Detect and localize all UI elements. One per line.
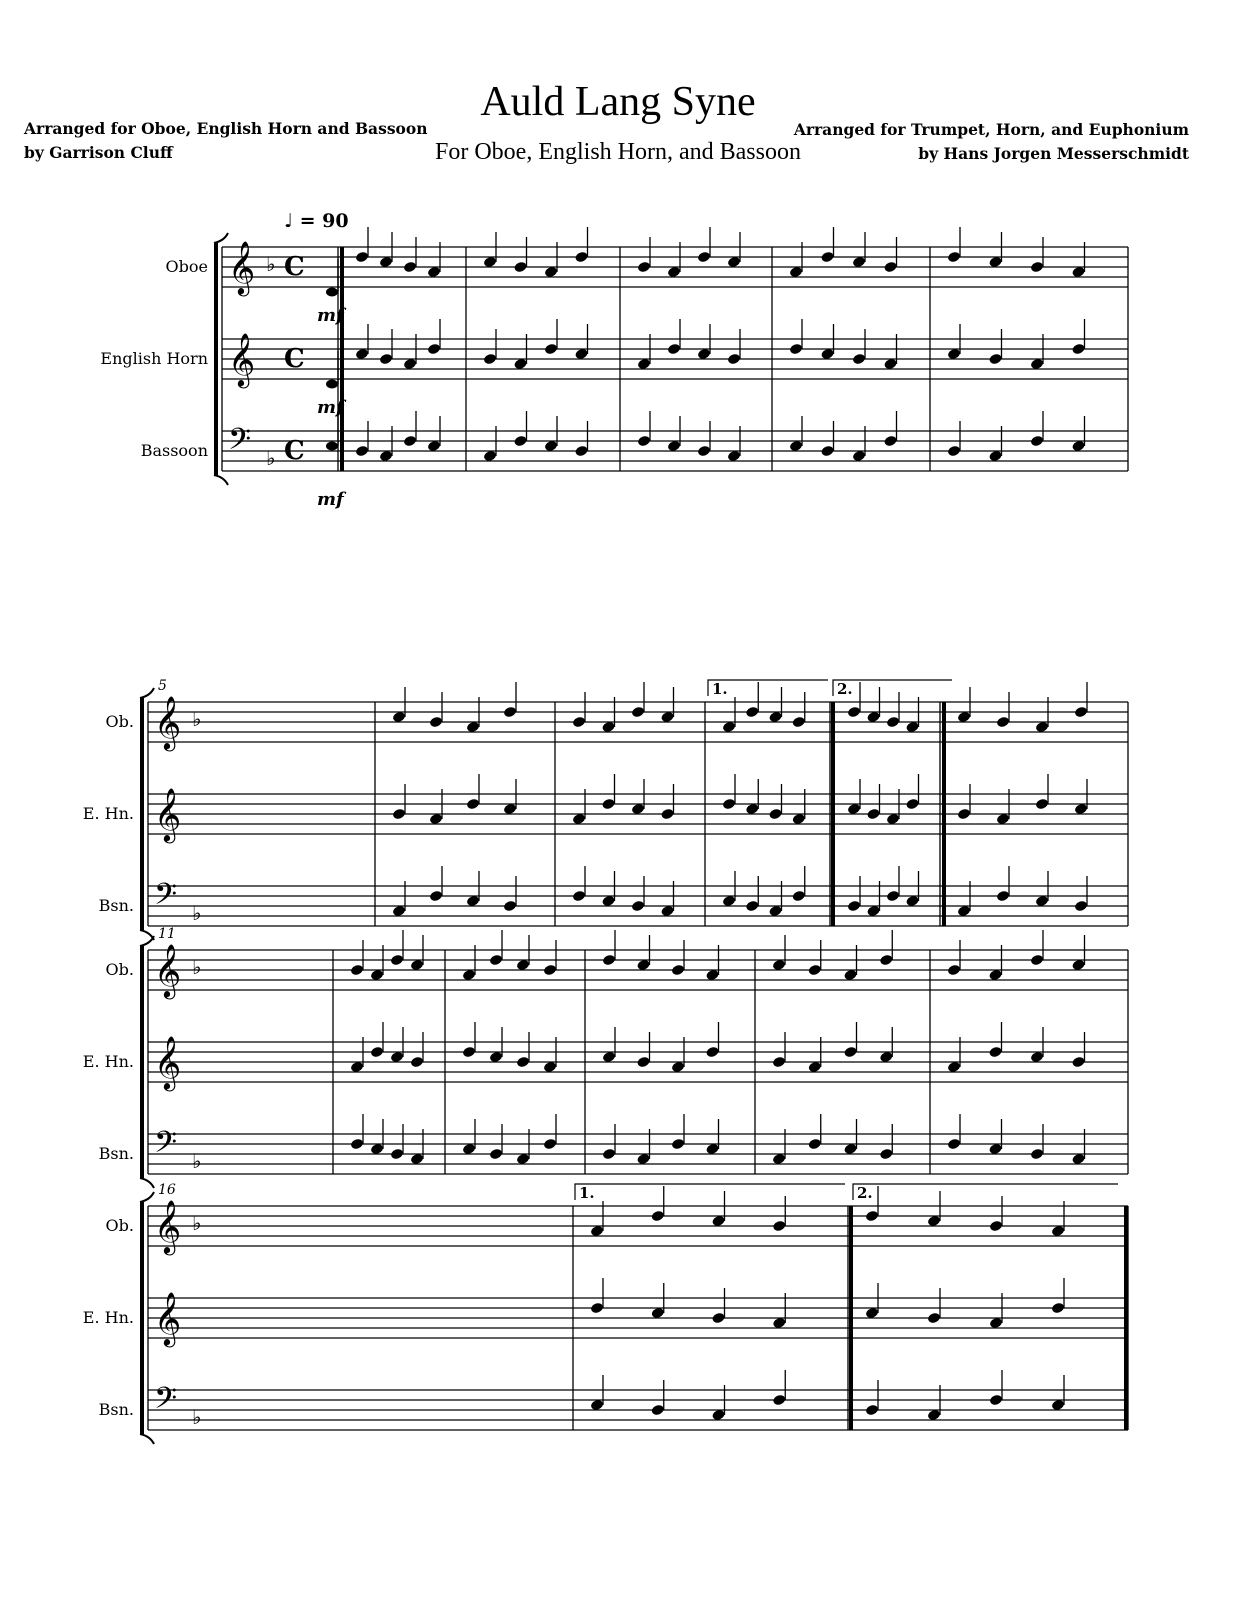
note-head	[1030, 1148, 1044, 1161]
note-head	[808, 1061, 822, 1074]
note-head	[350, 1138, 364, 1151]
note-head	[370, 1143, 384, 1156]
note-head	[462, 1046, 476, 1059]
note-head	[601, 721, 615, 734]
bracket-top	[140, 1192, 154, 1202]
note-head	[489, 1051, 503, 1064]
volta-label: 1.	[712, 680, 728, 698]
note-head	[513, 261, 527, 274]
note-head	[574, 251, 588, 264]
note-head	[462, 1143, 476, 1156]
note-head	[651, 1404, 665, 1417]
note-head	[989, 1317, 1003, 1330]
note-head	[483, 256, 497, 269]
time-signature: C	[284, 344, 305, 374]
note-head	[1071, 343, 1085, 356]
note-head	[711, 1409, 725, 1422]
note-head	[843, 1046, 857, 1059]
note-head	[852, 256, 866, 269]
note-head	[988, 1046, 1002, 1059]
treble-clef-icon: 𝄞	[154, 695, 182, 749]
note-head	[957, 711, 971, 724]
note-head	[879, 1148, 893, 1161]
note-head	[820, 348, 834, 361]
note-head	[590, 1399, 604, 1412]
note-head	[905, 798, 919, 811]
flat-key-icon: ♭	[192, 1405, 202, 1429]
note-head	[883, 435, 897, 448]
note-head	[1071, 959, 1085, 972]
note-head	[883, 261, 897, 274]
note-head	[705, 1143, 719, 1156]
note-head	[957, 808, 971, 821]
note-head	[768, 711, 782, 724]
volta-label: 2.	[857, 1184, 873, 1202]
note-head	[711, 1215, 725, 1228]
note-head	[847, 900, 861, 913]
note-head	[602, 954, 616, 967]
credit-right-line2: by Hans Jorgen Messerschmidt	[918, 144, 1189, 163]
note-head	[865, 1307, 879, 1320]
note-head	[947, 445, 961, 458]
note-head	[379, 353, 393, 366]
note-head	[996, 890, 1010, 903]
note-head	[1074, 803, 1088, 816]
note-head	[905, 895, 919, 908]
treble-clef-icon: 𝄞	[154, 787, 182, 841]
note-head	[722, 895, 736, 908]
instrument-label: E. Hn.	[82, 1052, 134, 1071]
note-head	[590, 1302, 604, 1315]
note-head	[631, 900, 645, 913]
dynamic-marking: mf	[317, 489, 344, 510]
note-head	[355, 445, 369, 458]
note-head	[745, 803, 759, 816]
note-head	[544, 266, 558, 279]
note-head	[572, 813, 586, 826]
note-head	[879, 954, 893, 967]
instrument-label: E. Hn.	[82, 804, 134, 823]
note-head	[772, 1394, 786, 1407]
note-head	[772, 1317, 786, 1330]
time-signature: C	[284, 252, 305, 282]
note-head	[392, 711, 406, 724]
note-head	[768, 808, 782, 821]
note-head	[667, 266, 681, 279]
bracket-top	[140, 688, 154, 698]
note-head	[905, 721, 919, 734]
note-head	[927, 1215, 941, 1228]
note-head	[772, 1056, 786, 1069]
note-head	[866, 905, 880, 918]
note-head	[705, 969, 719, 982]
note-head	[996, 813, 1010, 826]
note-head	[390, 954, 404, 967]
note-head	[660, 905, 674, 918]
note-head	[636, 1056, 650, 1069]
credit-right-line1: Arranged for Trumpet, Horn, and Euphonium	[793, 120, 1189, 139]
note-head	[667, 343, 681, 356]
instrument-label: E. Hn.	[82, 1308, 134, 1327]
note-head	[865, 1210, 879, 1223]
note-head	[379, 256, 393, 269]
note-head	[660, 711, 674, 724]
note-head	[466, 895, 480, 908]
note-head	[886, 890, 900, 903]
flat-key-icon: ♭	[192, 901, 202, 925]
note-head	[631, 803, 645, 816]
note-head	[489, 1148, 503, 1161]
note-head	[410, 959, 424, 972]
bracket-top	[214, 233, 228, 243]
note-head	[1071, 266, 1085, 279]
note-head	[789, 343, 803, 356]
note-head	[705, 1046, 719, 1059]
note-head	[503, 900, 517, 913]
note-head	[544, 343, 558, 356]
note-head	[427, 266, 441, 279]
note-head	[1071, 1056, 1085, 1069]
note-head	[768, 905, 782, 918]
bass-clef-icon: 𝄢	[154, 1126, 178, 1167]
note-head	[671, 964, 685, 977]
note-head	[543, 964, 557, 977]
note-head	[462, 969, 476, 982]
note-head	[503, 803, 517, 816]
volta-label: 2.	[837, 680, 853, 698]
note-head	[808, 964, 822, 977]
note-head	[843, 969, 857, 982]
flat-key-icon: ♭	[266, 446, 276, 470]
note-head	[572, 890, 586, 903]
note-head	[772, 1220, 786, 1233]
flat-key-icon: ♭	[192, 707, 202, 731]
note-head	[403, 435, 417, 448]
instrument-label: Ob.	[105, 960, 134, 979]
note-head	[370, 969, 384, 982]
note-head	[879, 1051, 893, 1064]
note-head	[390, 1148, 404, 1161]
note-head	[1035, 895, 1049, 908]
tempo-value: = 90	[299, 210, 349, 232]
measure-number: 11	[158, 926, 176, 942]
note-head	[392, 808, 406, 821]
note-head	[886, 813, 900, 826]
note-head	[601, 895, 615, 908]
score-title: Auld Lang Syne	[480, 79, 756, 125]
instrument-label: Oboe	[165, 257, 208, 276]
note-head	[947, 348, 961, 361]
note-head	[590, 1225, 604, 1238]
note-head	[427, 440, 441, 453]
note-head	[988, 1143, 1002, 1156]
note-head	[989, 1394, 1003, 1407]
flat-key-icon: ♭	[192, 955, 202, 979]
note-head	[847, 706, 861, 719]
note-head	[1030, 954, 1044, 967]
note-head	[866, 711, 880, 724]
note-head	[483, 353, 497, 366]
note-head	[1071, 440, 1085, 453]
flat-key-icon: ♭	[192, 1149, 202, 1173]
note-head	[852, 353, 866, 366]
note-head	[792, 890, 806, 903]
note-head	[660, 808, 674, 821]
note-head	[745, 706, 759, 719]
note-head	[843, 1143, 857, 1156]
note-head	[947, 1138, 961, 1151]
note-head	[601, 798, 615, 811]
note-head	[727, 256, 741, 269]
note-head	[667, 440, 681, 453]
note-head	[722, 721, 736, 734]
note-head	[957, 905, 971, 918]
note-head	[544, 440, 558, 453]
note-head	[1030, 358, 1044, 371]
note-head	[355, 348, 369, 361]
treble-clef-icon: 𝄞	[154, 1291, 182, 1345]
note-head	[697, 348, 711, 361]
note-head	[466, 721, 480, 734]
note-head	[651, 1307, 665, 1320]
note-head	[429, 813, 443, 826]
credit-left-line2: by Garrison Cluff	[24, 143, 173, 162]
note-head	[503, 706, 517, 719]
note-head	[466, 798, 480, 811]
note-head	[1074, 900, 1088, 913]
instrument-label: Ob.	[105, 1216, 134, 1235]
note-head	[792, 716, 806, 729]
treble-clef-icon: 𝄞	[154, 1035, 182, 1089]
note-head	[403, 261, 417, 274]
note-head	[927, 1312, 941, 1325]
note-head	[379, 450, 393, 463]
measure-number: 16	[158, 1182, 176, 1198]
quarter-note-icon: ♩	[284, 210, 293, 232]
instrument-label: Ob.	[105, 712, 134, 731]
note-head	[671, 1061, 685, 1074]
note-head	[392, 905, 406, 918]
volta-bracket	[575, 1184, 845, 1200]
note-head	[996, 716, 1010, 729]
note-head	[727, 353, 741, 366]
note-head	[572, 716, 586, 729]
note-head	[671, 1138, 685, 1151]
note-head	[513, 435, 527, 448]
note-head	[410, 1153, 424, 1166]
bracket-bottom	[140, 1178, 154, 1188]
note-head	[429, 716, 443, 729]
score-subtitle: For Oboe, English Horn, and Bassoon	[435, 139, 801, 165]
treble-clef-icon: 𝄞	[228, 240, 256, 294]
note-head	[852, 450, 866, 463]
note-head	[989, 1220, 1003, 1233]
bass-clef-icon: 𝄢	[154, 1382, 178, 1423]
note-head	[988, 353, 1002, 366]
bass-clef-icon: 𝄢	[154, 878, 178, 919]
note-head	[403, 358, 417, 371]
bass-clef-icon: 𝄢	[228, 423, 252, 464]
time-signature: C	[284, 436, 305, 466]
note-head	[722, 798, 736, 811]
treble-clef-icon: 𝄞	[228, 332, 256, 386]
note-head	[727, 450, 741, 463]
note-head	[410, 1056, 424, 1069]
note-head	[543, 1138, 557, 1151]
note-head	[988, 450, 1002, 463]
note-head	[1051, 1302, 1065, 1315]
note-head	[792, 813, 806, 826]
flat-key-icon: ♭	[266, 252, 276, 276]
instrument-label: Bsn.	[98, 1400, 134, 1419]
note-head	[697, 445, 711, 458]
note-head	[651, 1210, 665, 1223]
note-head	[711, 1312, 725, 1325]
instrument-label: Bsn.	[98, 896, 134, 915]
note-head	[390, 1051, 404, 1064]
note-head	[865, 1404, 879, 1417]
note-head	[1051, 1399, 1065, 1412]
treble-clef-icon: 𝄞	[154, 943, 182, 997]
note-head	[326, 442, 338, 451]
note-head	[886, 716, 900, 729]
note-head	[1030, 435, 1044, 448]
instrument-label: Bsn.	[98, 1144, 134, 1163]
note-head	[947, 964, 961, 977]
note-head	[745, 900, 759, 913]
note-head	[1071, 1153, 1085, 1166]
note-head	[516, 1153, 530, 1166]
note-head	[636, 1153, 650, 1166]
measure-number: 5	[158, 678, 167, 694]
note-head	[789, 266, 803, 279]
bracket-bottom	[140, 1434, 154, 1444]
note-head	[947, 1061, 961, 1074]
volta-bracket	[853, 1184, 1118, 1200]
flat-key-icon: ♭	[192, 1211, 202, 1235]
volta-label: 1.	[579, 1184, 595, 1202]
bracket-bottom	[214, 475, 228, 485]
note-head	[927, 1409, 941, 1422]
dynamic-marking: mf	[317, 305, 344, 326]
note-head	[602, 1148, 616, 1161]
note-head	[697, 251, 711, 264]
note-head	[355, 251, 369, 264]
note-head	[1051, 1225, 1065, 1238]
note-head	[808, 1138, 822, 1151]
instrument-label: English Horn	[100, 349, 208, 368]
note-head	[489, 954, 503, 967]
note-head	[350, 1061, 364, 1074]
instrument-label: Bassoon	[140, 441, 208, 460]
note-head	[637, 358, 651, 371]
note-head	[516, 959, 530, 972]
note-head	[789, 440, 803, 453]
note-head	[820, 445, 834, 458]
note-head	[370, 1046, 384, 1059]
note-head	[883, 358, 897, 371]
note-head	[1030, 261, 1044, 274]
note-head	[1074, 706, 1088, 719]
note-head	[427, 343, 441, 356]
treble-clef-icon: 𝄞	[154, 1199, 182, 1253]
note-head	[631, 706, 645, 719]
note-head	[1035, 798, 1049, 811]
note-head	[574, 348, 588, 361]
note-head	[602, 1051, 616, 1064]
note-head	[866, 808, 880, 821]
note-head	[637, 435, 651, 448]
note-head	[350, 964, 364, 977]
note-head	[326, 380, 338, 389]
note-head	[637, 261, 651, 274]
note-head	[1035, 721, 1049, 734]
note-head	[326, 288, 338, 297]
note-head	[429, 890, 443, 903]
note-head	[988, 256, 1002, 269]
note-head	[483, 450, 497, 463]
note-head	[988, 969, 1002, 982]
note-head	[516, 1056, 530, 1069]
note-head	[574, 445, 588, 458]
note-head	[543, 1061, 557, 1074]
note-head	[772, 959, 786, 972]
dynamic-marking: mf	[317, 397, 344, 418]
note-head	[772, 1153, 786, 1166]
note-head	[513, 358, 527, 371]
note-head	[820, 251, 834, 264]
note-head	[847, 803, 861, 816]
note-head	[1030, 1051, 1044, 1064]
credit-left-line1: Arranged for Oboe, English Horn and Bassoon	[24, 119, 428, 138]
note-head	[947, 251, 961, 264]
note-head	[636, 959, 650, 972]
